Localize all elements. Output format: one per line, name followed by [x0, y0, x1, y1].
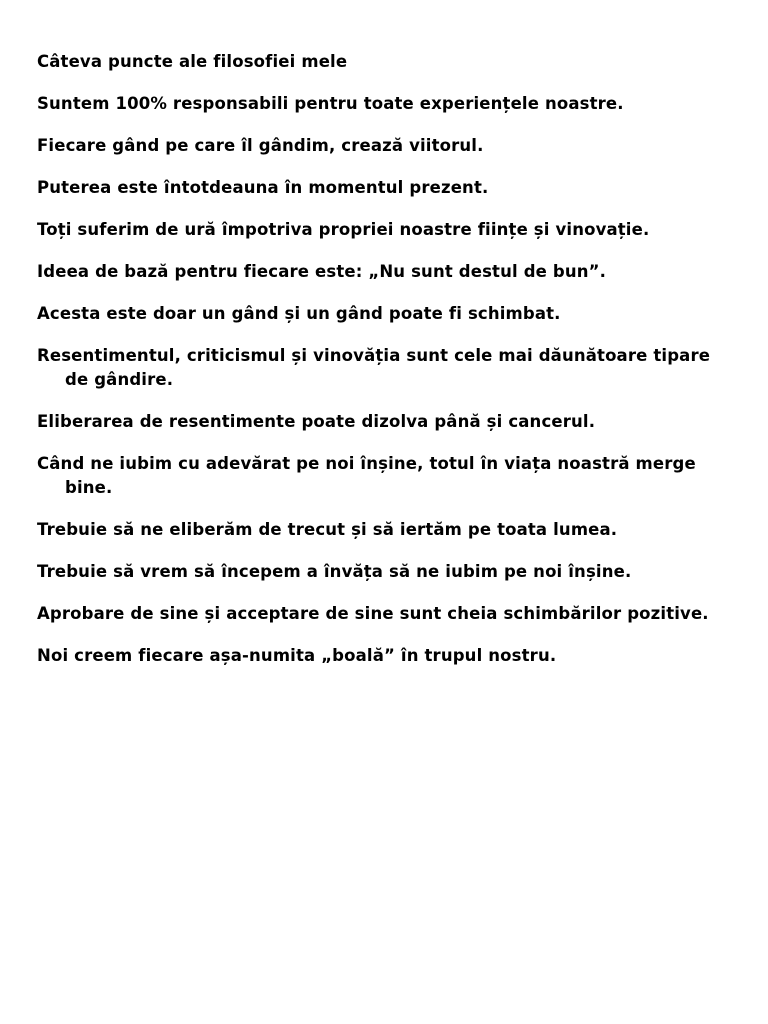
- paragraph: Ideea de bază pentru fiecare este: „Nu sunt destul de bun”.: [37, 262, 607, 281]
- paragraph: Trebuie să ne eliberăm de trecut și să iertăm pe toata lumea.: [37, 520, 618, 539]
- paragraph: Fiecare gând pe care îl gândim, crează viitorul.: [37, 136, 484, 155]
- document-title: Câteva puncte ale filosofiei mele: [37, 52, 348, 71]
- paragraph: Resentimentul, criticismul și vinovăția sunt cele mai dăunătoare tipare de gândire.: [37, 346, 711, 389]
- document-body: [37, 50, 727, 686]
- paragraph: Aprobare de sine și acceptare de sine sunt cheia schimbărilor pozitive.: [37, 604, 709, 623]
- paragraph: Toți suferim de ură împotriva propriei noastre ființe și vinovație.: [37, 220, 650, 239]
- paragraph: Suntem 100% responsabili pentru toate experiențele noastre.: [37, 94, 624, 113]
- paragraph: Puterea este întotdeauna în momentul prezent.: [37, 178, 489, 197]
- paragraph: Când ne iubim cu adevărat pe noi înșine, totul în viața noastră merge bine.: [37, 454, 696, 497]
- paragraph: Eliberarea de resentimente poate dizolva până și cancerul.: [37, 412, 596, 431]
- paragraph: Noi creem fiecare așa-numita „boală” în trupul nostru.: [37, 646, 557, 665]
- paragraph: Acesta este doar un gând și un gând poate fi schimbat.: [37, 304, 561, 323]
- paragraph: Trebuie să vrem să începem a învăța să ne iubim pe noi înșine.: [37, 562, 632, 581]
